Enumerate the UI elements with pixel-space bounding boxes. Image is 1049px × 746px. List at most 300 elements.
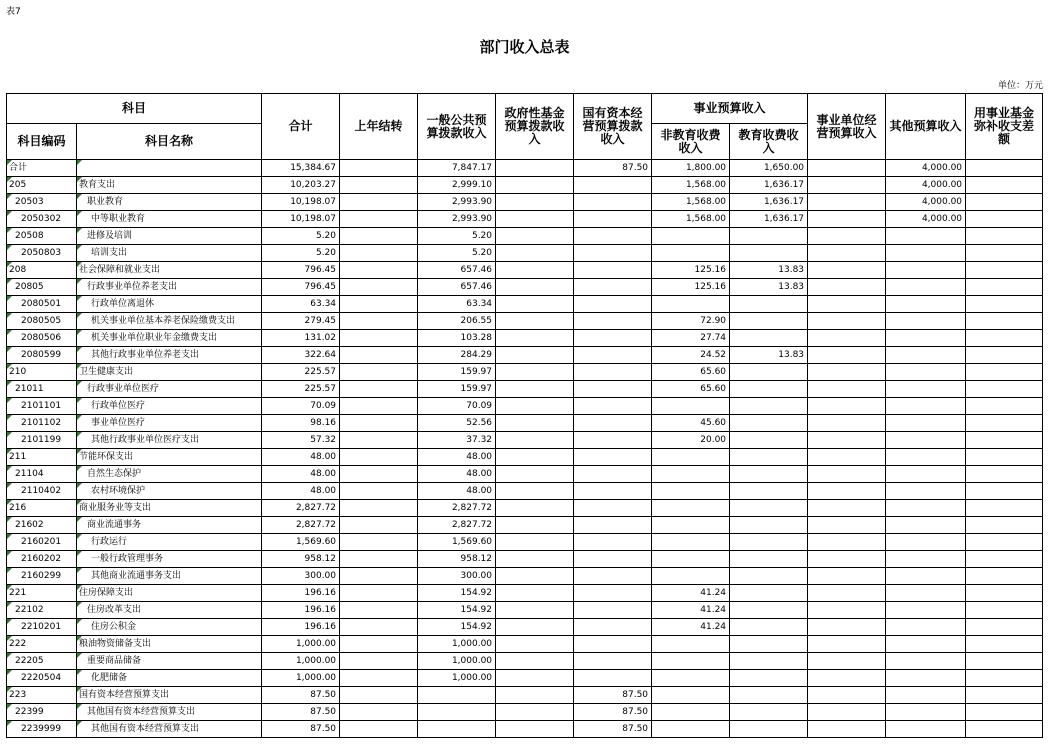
- cell-soe: [574, 296, 652, 313]
- cell-fund: [496, 517, 574, 534]
- cell-fund: [496, 449, 574, 466]
- cell-code: 223: [7, 687, 77, 704]
- cell-fund: [496, 177, 574, 194]
- cell-operating: [808, 721, 886, 738]
- cell-general: 5.20: [418, 228, 496, 245]
- cell-total: 87.50: [262, 687, 340, 704]
- cell-balance: [966, 483, 1043, 500]
- cell-general: 2,993.90: [418, 211, 496, 228]
- cell-operating: [808, 466, 886, 483]
- cell-nonedu: [652, 551, 730, 568]
- table-row: [7, 330, 1043, 347]
- cell-balance: [966, 466, 1043, 483]
- cell-other: [886, 636, 966, 653]
- cell-fund: [496, 279, 574, 296]
- cell-general: 1,000.00: [418, 636, 496, 653]
- table-row: [7, 347, 1043, 364]
- cell-code: 2050302: [7, 211, 77, 228]
- cell-other: [886, 449, 966, 466]
- cell-name: 国有资本经营预算支出: [77, 687, 262, 704]
- cell-operating: [808, 500, 886, 517]
- cell-balance: [966, 313, 1043, 330]
- cell-carry: [340, 177, 418, 194]
- cell-code: 210: [7, 364, 77, 381]
- cell-general: [418, 721, 496, 738]
- cell-total: 1,000.00: [262, 653, 340, 670]
- cell-total: 225.57: [262, 381, 340, 398]
- cell-name: [77, 160, 262, 177]
- cell-edu: [730, 551, 808, 568]
- cell-other: [886, 687, 966, 704]
- cell-code: 2080599: [7, 347, 77, 364]
- cell-name: 重要商品储备: [77, 653, 262, 670]
- cell-nonedu: 65.60: [652, 381, 730, 398]
- cell-operating: [808, 704, 886, 721]
- cell-other: [886, 262, 966, 279]
- cell-nonedu: [652, 721, 730, 738]
- cell-total: 796.45: [262, 279, 340, 296]
- cell-name: 一般行政管理事务: [77, 551, 262, 568]
- cell-other: [886, 330, 966, 347]
- table-number: 表7: [6, 7, 21, 17]
- cell-operating: [808, 517, 886, 534]
- cell-name: 住房保障支出: [77, 585, 262, 602]
- cell-fund: [496, 670, 574, 687]
- cell-edu: [730, 534, 808, 551]
- table-row: [7, 704, 1043, 721]
- cell-total: 1,569.60: [262, 534, 340, 551]
- cell-fund: [496, 704, 574, 721]
- cell-operating: [808, 398, 886, 415]
- cell-balance: [966, 381, 1043, 398]
- cell-edu: [730, 602, 808, 619]
- cell-code: 2210201: [7, 619, 77, 636]
- cell-carry: [340, 534, 418, 551]
- cell-name: 住房改革支出: [77, 602, 262, 619]
- cell-soe: [574, 194, 652, 211]
- cell-total: 87.50: [262, 721, 340, 738]
- table-row: [7, 432, 1043, 449]
- cell-fund: [496, 415, 574, 432]
- cell-soe: [574, 568, 652, 585]
- cell-code: 2239999: [7, 721, 77, 738]
- cell-name: 行政单位离退休: [77, 296, 262, 313]
- cell-nonedu: 45.60: [652, 415, 730, 432]
- header-general: 一般公共预算拨款收入: [418, 94, 496, 160]
- cell-soe: [574, 415, 652, 432]
- cell-balance: [966, 449, 1043, 466]
- cell-fund: [496, 262, 574, 279]
- table-row: [7, 262, 1043, 279]
- cell-soe: [574, 619, 652, 636]
- cell-other: [886, 228, 966, 245]
- cell-soe: [574, 262, 652, 279]
- cell-soe: [574, 636, 652, 653]
- cell-code: 205: [7, 177, 77, 194]
- cell-nonedu: 41.24: [652, 585, 730, 602]
- cell-nonedu: 41.24: [652, 602, 730, 619]
- cell-name: 职业教育: [77, 194, 262, 211]
- cell-name: 其他国有资本经营预算支出: [77, 721, 262, 738]
- cell-edu: [730, 245, 808, 262]
- cell-soe: [574, 228, 652, 245]
- cell-nonedu: [652, 636, 730, 653]
- cell-code: 2101101: [7, 398, 77, 415]
- cell-total: 48.00: [262, 466, 340, 483]
- table-row: [7, 194, 1043, 211]
- cell-balance: [966, 687, 1043, 704]
- cell-operating: [808, 262, 886, 279]
- cell-fund: [496, 653, 574, 670]
- cell-nonedu: 1,568.00: [652, 211, 730, 228]
- cell-balance: [966, 432, 1043, 449]
- table-row: [7, 296, 1043, 313]
- cell-general: 1,000.00: [418, 653, 496, 670]
- cell-code: 20508: [7, 228, 77, 245]
- cell-balance: [966, 194, 1043, 211]
- cell-nonedu: [652, 534, 730, 551]
- cell-general: 2,827.72: [418, 500, 496, 517]
- cell-edu: [730, 415, 808, 432]
- table-row: [7, 381, 1043, 398]
- table-row: [7, 500, 1043, 517]
- table-row: [7, 415, 1043, 432]
- cell-carry: [340, 619, 418, 636]
- cell-operating: [808, 534, 886, 551]
- cell-edu: [730, 653, 808, 670]
- cell-carry: [340, 517, 418, 534]
- cell-carry: [340, 670, 418, 687]
- cell-operating: [808, 330, 886, 347]
- cell-general: 63.34: [418, 296, 496, 313]
- cell-fund: [496, 534, 574, 551]
- cell-edu: 13.83: [730, 279, 808, 296]
- cell-balance: [966, 619, 1043, 636]
- header-other: 其他预算收入: [886, 94, 966, 160]
- cell-general: 154.92: [418, 602, 496, 619]
- cell-other: [886, 653, 966, 670]
- cell-total: 10,198.07: [262, 211, 340, 228]
- cell-carry: [340, 551, 418, 568]
- cell-carry: [340, 347, 418, 364]
- cell-carry: [340, 194, 418, 211]
- cell-soe: 87.50: [574, 704, 652, 721]
- cell-edu: [730, 330, 808, 347]
- cell-edu: [730, 313, 808, 330]
- cell-edu: 1,636.17: [730, 211, 808, 228]
- cell-balance: [966, 517, 1043, 534]
- cell-edu: [730, 619, 808, 636]
- table-row: [7, 687, 1043, 704]
- cell-general: [418, 687, 496, 704]
- cell-other: [886, 296, 966, 313]
- cell-edu: [730, 364, 808, 381]
- cell-code: 21011: [7, 381, 77, 398]
- cell-balance: [966, 585, 1043, 602]
- cell-soe: [574, 517, 652, 534]
- cell-carry: [340, 721, 418, 738]
- header-name: 科目名称: [77, 124, 262, 160]
- cell-edu: [730, 381, 808, 398]
- table-row: [7, 585, 1043, 602]
- cell-balance: [966, 704, 1043, 721]
- cell-operating: [808, 687, 886, 704]
- cell-carry: [340, 500, 418, 517]
- cell-fund: [496, 211, 574, 228]
- cell-fund: [496, 602, 574, 619]
- cell-nonedu: 27.74: [652, 330, 730, 347]
- cell-balance: [966, 602, 1043, 619]
- cell-fund: [496, 687, 574, 704]
- cell-carry: [340, 704, 418, 721]
- cell-soe: 87.50: [574, 721, 652, 738]
- cell-name: 粮油物资储备支出: [77, 636, 262, 653]
- cell-general: 958.12: [418, 551, 496, 568]
- cell-fund: [496, 466, 574, 483]
- cell-general: 103.28: [418, 330, 496, 347]
- cell-balance: [966, 262, 1043, 279]
- cell-fund: [496, 619, 574, 636]
- cell-code: 2080506: [7, 330, 77, 347]
- cell-general: 48.00: [418, 466, 496, 483]
- cell-nonedu: [652, 228, 730, 245]
- cell-name: 住房公积金: [77, 619, 262, 636]
- cell-soe: [574, 483, 652, 500]
- cell-edu: [730, 296, 808, 313]
- cell-code: 21104: [7, 466, 77, 483]
- table-row: [7, 466, 1043, 483]
- cell-general: 48.00: [418, 449, 496, 466]
- cell-balance: [966, 500, 1043, 517]
- cell-soe: [574, 653, 652, 670]
- cell-soe: [574, 500, 652, 517]
- cell-general: 284.29: [418, 347, 496, 364]
- cell-edu: [730, 670, 808, 687]
- cell-nonedu: [652, 687, 730, 704]
- cell-soe: [574, 313, 652, 330]
- cell-operating: [808, 194, 886, 211]
- cell-name: 中等职业教育: [77, 211, 262, 228]
- cell-general: 37.32: [418, 432, 496, 449]
- cell-other: [886, 432, 966, 449]
- cell-operating: [808, 347, 886, 364]
- cell-edu: [730, 398, 808, 415]
- income-table: [6, 93, 1043, 738]
- cell-nonedu: [652, 653, 730, 670]
- cell-carry: [340, 636, 418, 653]
- cell-code: 2050803: [7, 245, 77, 262]
- cell-balance: [966, 568, 1043, 585]
- cell-soe: [574, 347, 652, 364]
- cell-soe: 87.50: [574, 687, 652, 704]
- cell-soe: [574, 279, 652, 296]
- cell-nonedu: 1,568.00: [652, 194, 730, 211]
- cell-code: 2110402: [7, 483, 77, 500]
- cell-soe: [574, 449, 652, 466]
- cell-operating: [808, 449, 886, 466]
- cell-nonedu: [652, 670, 730, 687]
- cell-other: [886, 500, 966, 517]
- cell-general: 1,000.00: [418, 670, 496, 687]
- cell-other: [886, 534, 966, 551]
- cell-general: 657.46: [418, 279, 496, 296]
- cell-total: 63.34: [262, 296, 340, 313]
- cell-total: 5.20: [262, 228, 340, 245]
- cell-general: 657.46: [418, 262, 496, 279]
- cell-total: 15,384.67: [262, 160, 340, 177]
- cell-soe: [574, 466, 652, 483]
- cell-edu: [730, 432, 808, 449]
- table-row: [7, 483, 1043, 500]
- cell-other: [886, 568, 966, 585]
- cell-code: 208: [7, 262, 77, 279]
- cell-code: 2101199: [7, 432, 77, 449]
- cell-nonedu: [652, 483, 730, 500]
- cell-edu: 1,636.17: [730, 194, 808, 211]
- cell-soe: [574, 245, 652, 262]
- cell-fund: [496, 296, 574, 313]
- cell-edu: [730, 449, 808, 466]
- cell-total: 10,203.27: [262, 177, 340, 194]
- table-row: [7, 398, 1043, 415]
- cell-fund: [496, 432, 574, 449]
- cell-name: 事业单位医疗: [77, 415, 262, 432]
- header-nonedu: 非教育收费收入: [652, 124, 730, 160]
- cell-nonedu: 41.24: [652, 619, 730, 636]
- cell-balance: [966, 160, 1043, 177]
- cell-nonedu: 72.90: [652, 313, 730, 330]
- cell-total: 196.16: [262, 585, 340, 602]
- cell-other: [886, 398, 966, 415]
- cell-operating: [808, 381, 886, 398]
- cell-total: 98.16: [262, 415, 340, 432]
- cell-name: 行政运行: [77, 534, 262, 551]
- cell-carry: [340, 602, 418, 619]
- cell-other: [886, 585, 966, 602]
- cell-operating: [808, 313, 886, 330]
- cell-code: 合计: [7, 160, 77, 177]
- cell-code: 22102: [7, 602, 77, 619]
- cell-balance: [966, 415, 1043, 432]
- cell-carry: [340, 313, 418, 330]
- cell-edu: [730, 483, 808, 500]
- cell-soe: [574, 398, 652, 415]
- cell-total: 796.45: [262, 262, 340, 279]
- cell-carry: [340, 262, 418, 279]
- cell-soe: [574, 585, 652, 602]
- cell-carry: [340, 228, 418, 245]
- cell-other: [886, 245, 966, 262]
- header-edu: 教育收费收入: [730, 124, 808, 160]
- cell-edu: 1,650.00: [730, 160, 808, 177]
- cell-general: 154.92: [418, 585, 496, 602]
- cell-carry: [340, 653, 418, 670]
- cell-carry: [340, 160, 418, 177]
- cell-name: 社会保障和就业支出: [77, 262, 262, 279]
- cell-other: 4,000.00: [886, 194, 966, 211]
- cell-total: 322.64: [262, 347, 340, 364]
- cell-carry: [340, 245, 418, 262]
- cell-general: 1,569.60: [418, 534, 496, 551]
- table-row: [7, 364, 1043, 381]
- cell-general: 5.20: [418, 245, 496, 262]
- cell-fund: [496, 551, 574, 568]
- cell-operating: [808, 636, 886, 653]
- cell-total: 279.45: [262, 313, 340, 330]
- cell-general: 70.09: [418, 398, 496, 415]
- cell-name: 化肥储备: [77, 670, 262, 687]
- cell-edu: 1,636.17: [730, 177, 808, 194]
- cell-general: [418, 704, 496, 721]
- cell-name: 行政单位医疗: [77, 398, 262, 415]
- cell-total: 57.32: [262, 432, 340, 449]
- cell-code: 221: [7, 585, 77, 602]
- table-row: [7, 551, 1043, 568]
- cell-general: 2,827.72: [418, 517, 496, 534]
- cell-fund: [496, 721, 574, 738]
- cell-code: 22399: [7, 704, 77, 721]
- cell-code: 2160299: [7, 568, 77, 585]
- cell-code: 216: [7, 500, 77, 517]
- cell-code: 2160201: [7, 534, 77, 551]
- cell-soe: 87.50: [574, 160, 652, 177]
- cell-operating: [808, 585, 886, 602]
- cell-fund: [496, 364, 574, 381]
- cell-operating: [808, 296, 886, 313]
- table-row: [7, 313, 1043, 330]
- cell-soe: [574, 211, 652, 228]
- cell-name: 其他国有资本经营预算支出: [77, 704, 262, 721]
- cell-name: 培训支出: [77, 245, 262, 262]
- table-row: [7, 177, 1043, 194]
- cell-total: 5.20: [262, 245, 340, 262]
- cell-other: [886, 279, 966, 296]
- cell-other: [886, 415, 966, 432]
- table-row: [7, 602, 1043, 619]
- cell-edu: [730, 636, 808, 653]
- cell-operating: [808, 568, 886, 585]
- cell-other: [886, 347, 966, 364]
- cell-operating: [808, 619, 886, 636]
- header-code: 科目编码: [7, 124, 77, 160]
- cell-general: 52.56: [418, 415, 496, 432]
- cell-carry: [340, 279, 418, 296]
- cell-carry: [340, 364, 418, 381]
- header-total: 合计: [262, 94, 340, 160]
- cell-carry: [340, 415, 418, 432]
- cell-total: 131.02: [262, 330, 340, 347]
- cell-soe: [574, 670, 652, 687]
- cell-total: 48.00: [262, 449, 340, 466]
- cell-carry: [340, 585, 418, 602]
- cell-name: 进修及培训: [77, 228, 262, 245]
- cell-balance: [966, 551, 1043, 568]
- cell-carry: [340, 568, 418, 585]
- header-carry: 上年结转: [340, 94, 418, 160]
- cell-other: [886, 619, 966, 636]
- cell-total: 2,827.72: [262, 500, 340, 517]
- cell-soe: [574, 602, 652, 619]
- cell-other: [886, 670, 966, 687]
- cell-total: 10,198.07: [262, 194, 340, 211]
- cell-carry: [340, 432, 418, 449]
- cell-operating: [808, 364, 886, 381]
- cell-name: 节能环保支出: [77, 449, 262, 466]
- cell-carry: [340, 296, 418, 313]
- cell-balance: [966, 245, 1043, 262]
- cell-nonedu: 1,568.00: [652, 177, 730, 194]
- cell-fund: [496, 398, 574, 415]
